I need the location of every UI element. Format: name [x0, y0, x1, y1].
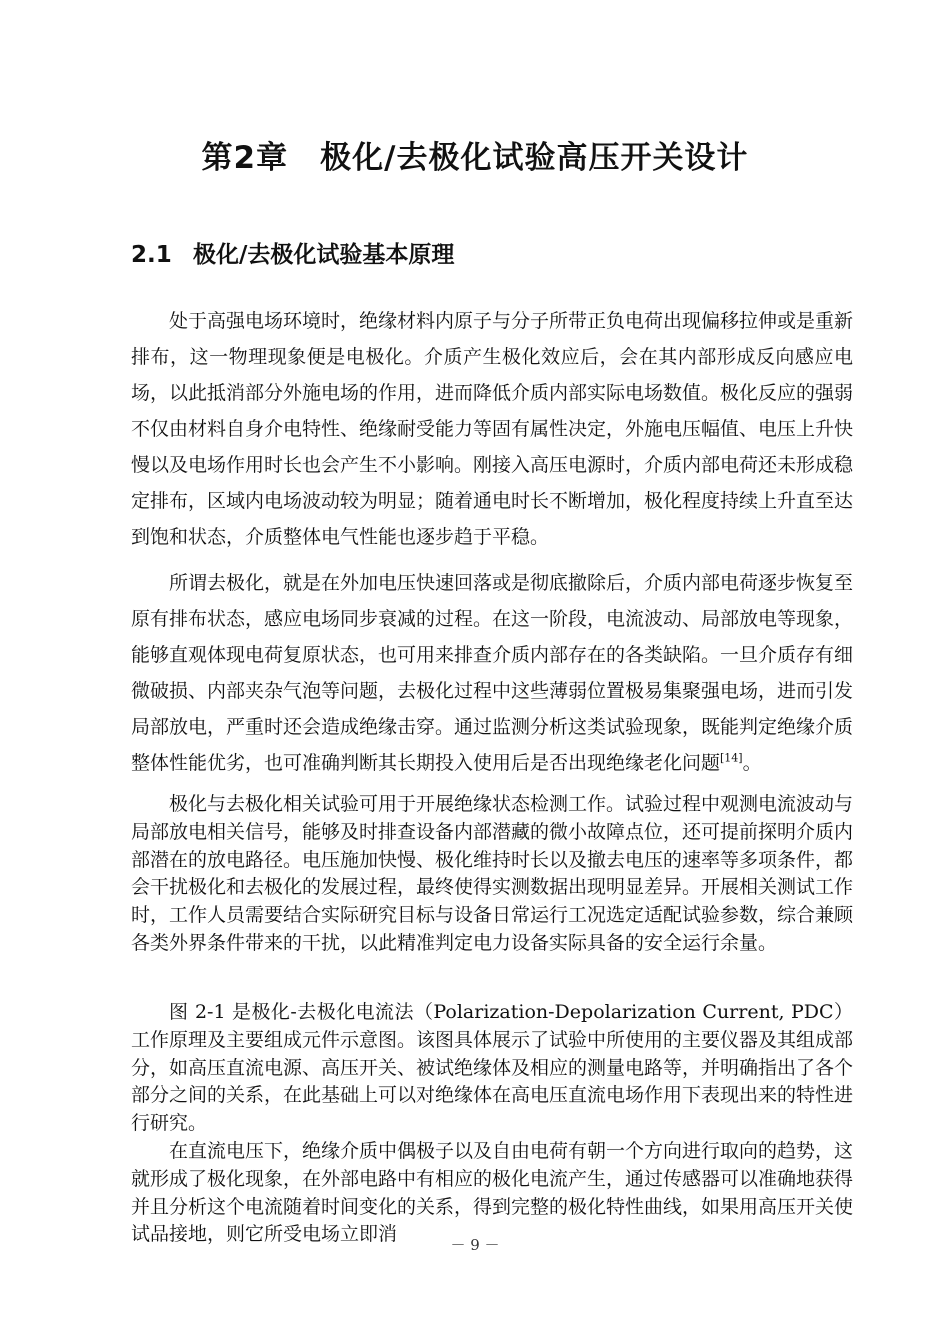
citation-reference: [14] — [720, 751, 743, 765]
paragraph-depolarization — [131, 565, 853, 791]
paragraph-testing: 极化与去极化相关试验可用于开展绝缘状态检测工作。试验过程中观测电流波动与局部放电相关信号，能够及时排查设备内部潜藏的微小故障点位，还可提前探明介质内部潜在的放电路径。电压施加快慢、极化维持时长以及撤去电压的速率等多项条件，都会干扰极化和去极化的发展过程，最终使得实测数据出现明显差异。开展相关测试工作时，工作人员需要结合实际研究目标与设备日常运行工况选定适配试验参数，综合兼顾各类外界条件带来的干扰，以此精准判定电力设备实际具备的安全运行余量。 — [131, 793, 854, 954]
body-text — [131, 303, 853, 1249]
section-title: 极化/去极化试验基本原理 — [193, 242, 455, 268]
paragraph-depolarization-end: 。 — [742, 752, 762, 774]
section-number: 2.1 — [131, 242, 172, 268]
paragraph-depolarization-text: 所谓去极化，就是在外加电压快速回落或是彻底撤除后，介质内部电荷逐步恢复至原有排布状态，感应电场同步衰减的过程。在这一阶段，电流波动、局部放电等现象，能够直观体现电荷复原状态，也可用来排查介质内部存在的各类缺陷。一旦介质存有细微破损、内部夹杂气泡等问题，去极化过程中这些薄弱位置极易集聚强电场，进而引发局部放电，严重时还会造成绝缘击穿。通过监测分析这类试验现象，既能判定绝缘介质整体性能优劣，也可准确判断其长期投入使用后是否出现绝缘老化问题 — [131, 572, 854, 774]
chapter-title: 第2章 极化/去极化试验高压开关设计 — [201, 140, 749, 176]
page-number: － 9 － — [450, 1236, 500, 1254]
paragraph-pdc-figure: 图 2-1 是极化-去极化电流法（Polarization-Depolarization Current, PDC）工作原理及主要组成元件示意图。该图具体展示了试验中所使用的主要仪器及其组成部分，如高压直流电源、高压开关、被试绝缘体及相应的测量电路等，并明确指出了各个部分之间的关系，在此基础上可以对绝缘体在高电压直流电场作用下表现出来的特性进行研究。 — [131, 1001, 854, 1135]
section-heading — [131, 236, 454, 269]
paragraph-dc-voltage: 在直流电压下，绝缘介质中偶极子以及自由电荷有朝一个方向进行取向的趋势，这就形成了极化现象，在外部电路中有相应的极化电流产生，通过传感器可以准确地获得并且分析这个电流随着时间变化的关系，得到完整的极化特性曲线，如果用高压开关使试品接地，则它所受电场立即消 — [131, 1140, 854, 1246]
paragraph-polarization: 处于高强电场环境时，绝缘材料内原子与分子所带正负电荷出现偏移拉伸或是重新排布，这一物理现象便是电极化。介质产生极化效应后，会在其内部形成反向感应电场，以此抵消部分外施电场的作用，进而降低介质内部实际电场数值。极化反应的强弱不仅由材料自身介电特性、绝缘耐受能力等固有属性决定，外施电压幅值、电压上升快慢以及电场作用时长也会产生不小影响。刚接入高压电源时，介质内部电荷还未形成稳定排布，区域内电场波动较为明显；随着通电时长不断增加，极化程度持续上升直至达到饱和状态，介质整体电气性能也逐步趋于平稳。 — [131, 310, 854, 548]
